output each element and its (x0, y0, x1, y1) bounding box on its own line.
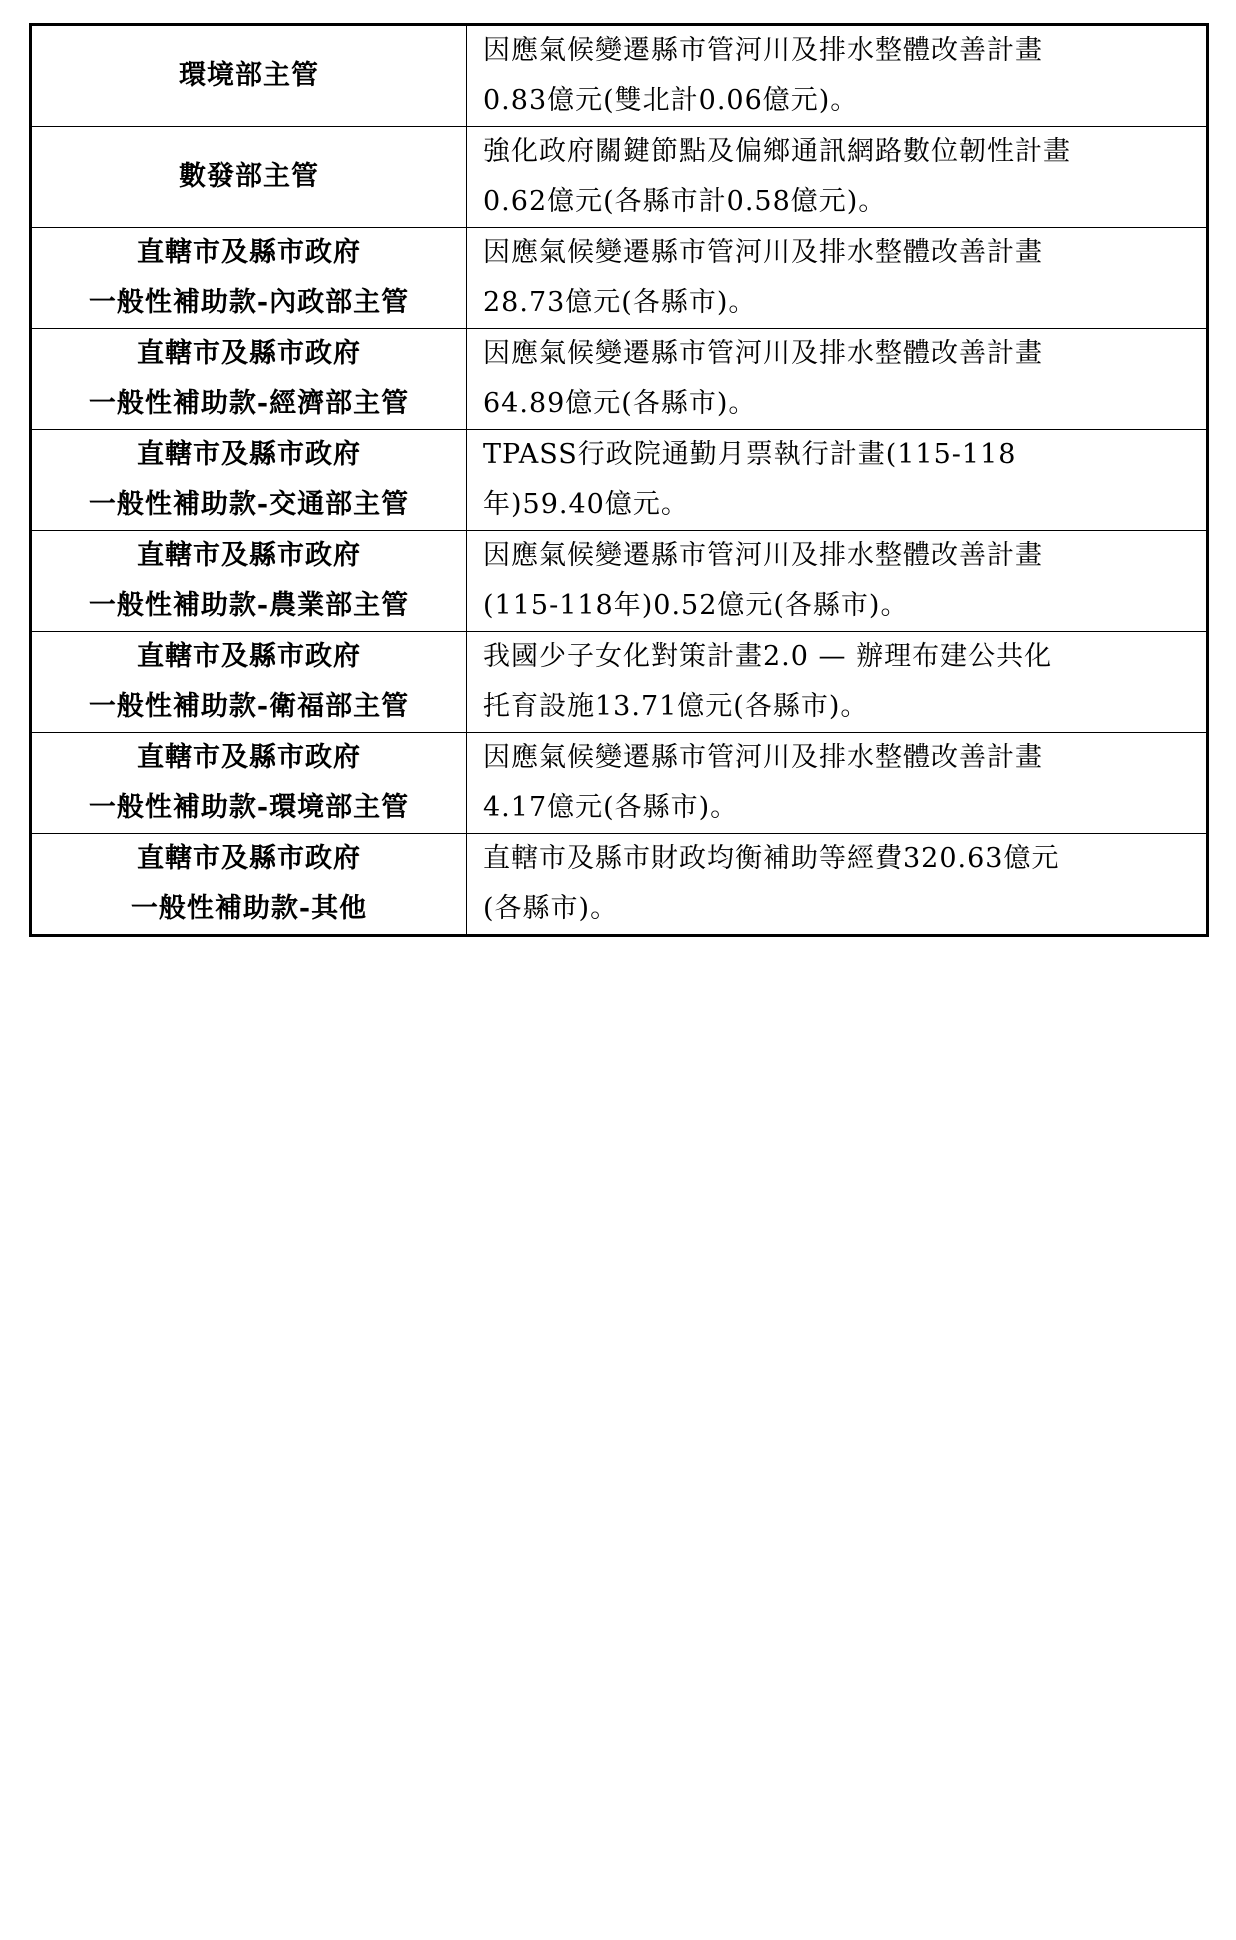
agency-line: 一般性補助款-衛福部主管 (88, 691, 410, 722)
agency-line: 直轄市及縣市政府 (137, 843, 361, 874)
table-row (31, 733, 1208, 834)
content-cell (467, 228, 1208, 329)
agency-cell (31, 733, 467, 834)
agency-line: 一般性補助款-環境部主管 (88, 792, 410, 823)
content-line: 因應氣候變遷縣市管河川及排水整體改善計畫 (483, 742, 1043, 773)
agency-line: 環境部主管 (179, 60, 319, 91)
content-line: 0.62億元(各縣市計0.58億元)。 (483, 186, 887, 217)
content-cell (467, 25, 1208, 127)
content-line: TPASS行政院通勤月票執行計畫(115-118 (483, 439, 1017, 470)
content-line: 強化政府關鍵節點及偏鄉通訊網路數位韌性計畫 (483, 136, 1071, 167)
content-line: 0.83億元(雙北計0.06億元)。 (483, 85, 859, 116)
agency-line: 一般性補助款-農業部主管 (88, 590, 410, 621)
table-row (31, 228, 1208, 329)
agency-cell (31, 430, 467, 531)
table-row (31, 127, 1208, 228)
content-line: 28.73億元(各縣市)。 (483, 287, 757, 318)
agency-line: 一般性補助款-經濟部主管 (88, 388, 410, 419)
agency-line: 直轄市及縣市政府 (137, 338, 361, 369)
table-row (31, 430, 1208, 531)
table-row (31, 329, 1208, 430)
content-line: 因應氣候變遷縣市管河川及排水整體改善計畫 (483, 540, 1043, 571)
content-cell (467, 531, 1208, 632)
agency-line: 數發部主管 (179, 161, 319, 192)
agency-line: 直轄市及縣市政府 (137, 439, 361, 470)
agency-line: 一般性補助款-內政部主管 (88, 287, 410, 318)
agency-cell (31, 834, 467, 936)
content-line: 直轄市及縣市財政均衡補助等經費320.63億元 (483, 843, 1060, 874)
content-line: 因應氣候變遷縣市管河川及排水整體改善計畫 (483, 338, 1043, 369)
agency-cell (31, 228, 467, 329)
table-row (31, 834, 1208, 936)
content-line: 因應氣候變遷縣市管河川及排水整體改善計畫 (483, 35, 1043, 66)
content-line: (各縣市)。 (483, 893, 619, 924)
content-cell (467, 733, 1208, 834)
agency-cell (31, 25, 467, 127)
budget-table (29, 23, 1209, 937)
content-line: 因應氣候變遷縣市管河川及排水整體改善計畫 (483, 237, 1043, 268)
content-line: 64.89億元(各縣市)。 (483, 388, 757, 419)
agency-line: 一般性補助款-交通部主管 (88, 489, 410, 520)
table-row (31, 25, 1208, 127)
agency-cell (31, 632, 467, 733)
content-line: 托育設施13.71億元(各縣市)。 (483, 691, 869, 722)
content-cell (467, 834, 1208, 936)
agency-cell (31, 127, 467, 228)
agency-cell (31, 531, 467, 632)
content-cell (467, 127, 1208, 228)
content-line: 4.17億元(各縣市)。 (483, 792, 739, 823)
agency-line: 一般性補助款-其他 (130, 893, 368, 924)
agency-line: 直轄市及縣市政府 (137, 540, 361, 571)
agency-cell (31, 329, 467, 430)
agency-line: 直轄市及縣市政府 (137, 641, 361, 672)
agency-line: 直轄市及縣市政府 (137, 742, 361, 773)
content-line: 年)59.40億元。 (483, 489, 689, 520)
agency-line: 直轄市及縣市政府 (137, 237, 361, 268)
budget-table-body (31, 25, 1208, 936)
table-row (31, 632, 1208, 733)
content-line: 我國少子女化對策計畫2.0 — 辦理布建公共化 (483, 641, 1053, 672)
content-cell (467, 430, 1208, 531)
table-row (31, 531, 1208, 632)
content-cell (467, 632, 1208, 733)
content-cell (467, 329, 1208, 430)
content-line: (115-118年)0.52億元(各縣市)。 (483, 590, 909, 621)
